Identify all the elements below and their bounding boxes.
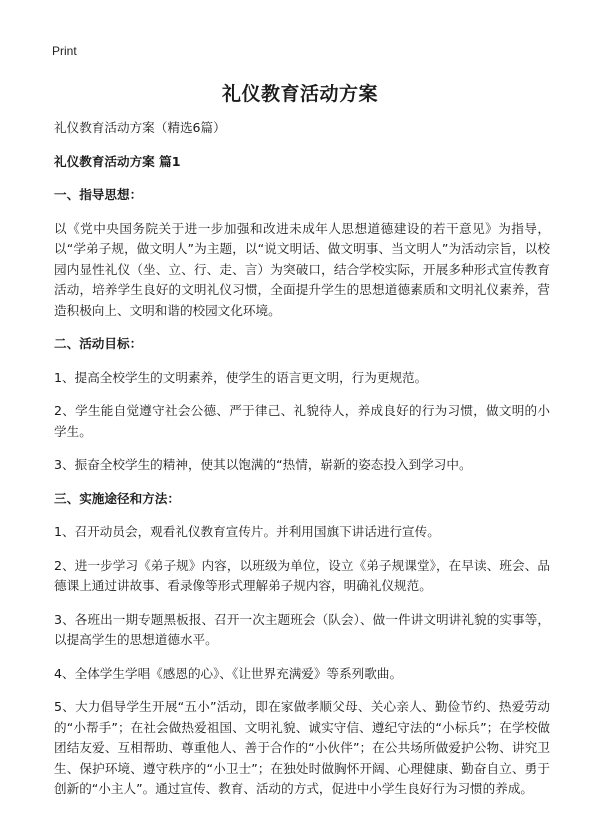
print-label[interactable]: Print xyxy=(52,44,77,58)
paragraph: 5、大力倡导学生开展“五小”活动，即在家做孝顺父母、关心亲人、勤俭节约、热爱劳动的“小帮手”；在社会做热爱祖国、文明礼貌、诚实守信、遵纪守法的“小标兵”；在学校做团结友爱、互相帮助、尊重他人、善于合作的“小伙伴”；在公共场所做爱护公物、讲究卫生、保护环境、遵守秩序的“小卫士”；在独处时做胸怀开阔、心理健康、勤奋自立、勇于创新的“小主人”。通过宣传、教育、活动的方式，促进中小学生良好行为习惯的养成。 xyxy=(54,699,550,796)
section-heading-goals: 二、活动目标： xyxy=(54,336,143,351)
document-subtitle: 礼仪教育活动方案（精选6篇） xyxy=(54,120,226,135)
section-heading-guiding: 一、指导思想： xyxy=(54,187,143,202)
part-heading: 礼仪教育活动方案 篇1 xyxy=(54,153,181,169)
paragraph: 3、各班出一期专题黑板报、召开一次主题班会（队会）、做一件讲文明讲礼貌的实事等，以提高学生的思想道德水平。 xyxy=(54,611,550,647)
document-body xyxy=(54,118,550,813)
paragraph: 3、振奋全校学生的精神，使其以饱满的“热情，崭新的姿态投入到学习中。 xyxy=(54,457,472,472)
paragraph: 以《党中央国务院关于进一步加强和改进未成年人思想道德建设的若干意见》为指导，以“学弟子规，做文明人”为主题，以“说文明话、做文明事、当文明人”为活动宗旨，以校园内显性礼仪（坐、立、行、走、言）为突破口，结合学校实际，开展多种形式宣传教育活动，培养学生良好的文明礼仪习惯，全面提升学生的思想道德素质和文明礼仪素养，营造积极向上、文明和谐的校园文化环境。 xyxy=(54,220,550,318)
section-heading-methods: 三、实施途径和方法： xyxy=(54,490,180,506)
paragraph: 2、学生能自觉遵守社会公德、严于律己、礼貌待人，养成良好的行为习惯，做文明的小学生。 xyxy=(54,403,550,439)
paragraph: 1、提高全校学生的文明素养，使学生的语言更文明，行为更规范。 xyxy=(54,369,428,385)
document-title: 礼仪教育活动方案 xyxy=(221,83,378,105)
paragraph: 4、全体学生学唱《感恩的心》、《让世界充满爱》等系列歌曲。 xyxy=(54,665,403,681)
paragraph: 2、进一步学习《弟子规》内容，以班级为单位，设立《弟子规课堂》，在早读、班会、品德课上通过讲故事、看录像等形式理解弟子规内容，明确礼仪规范。 xyxy=(54,557,550,593)
paragraph: 1、召开动员会，观看礼仪教育宣传片。并利用国旗下讲话进行宣传。 xyxy=(54,524,440,539)
